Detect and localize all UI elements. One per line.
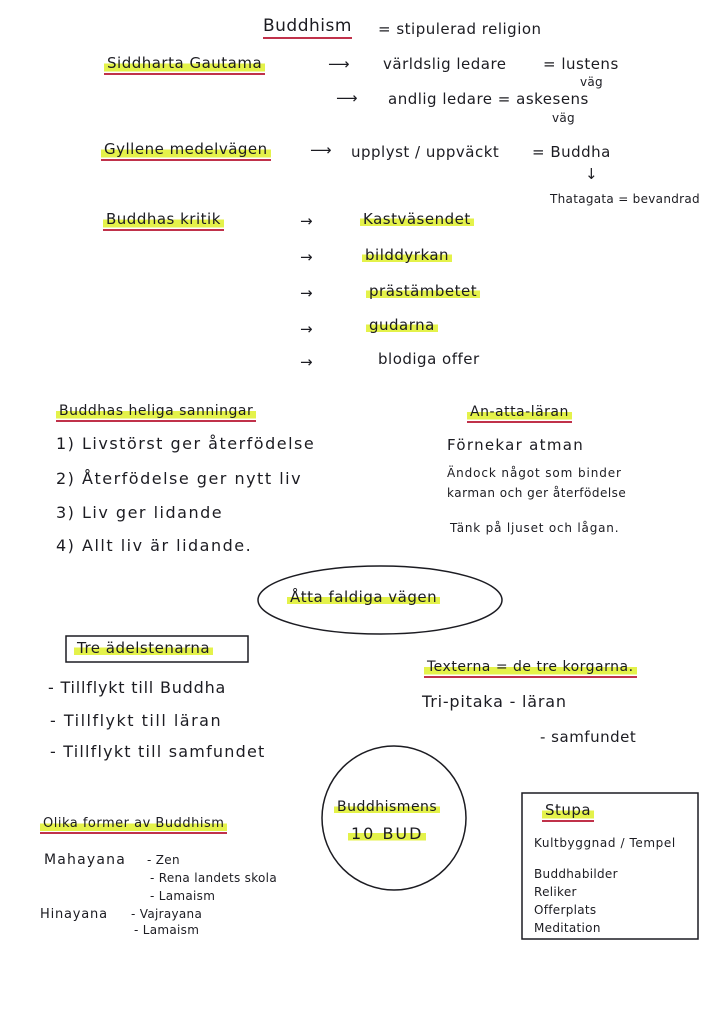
kritik-item: Kastväsendet <box>360 212 474 227</box>
kritik-item: blodiga offer <box>378 350 480 368</box>
kritik-item: prästämbetet <box>366 284 480 299</box>
stupa-title: Stupa <box>542 803 594 822</box>
sanning-item: 3) Liv ger lidande <box>56 503 224 522</box>
arrow-icon: ⟶ <box>310 141 332 159</box>
anatta-line: Tänk på ljuset och lågan. <box>450 521 620 535</box>
gyllene-eq: = Buddha <box>532 143 611 161</box>
siddharta-name: Siddharta Gautama <box>104 56 265 75</box>
stupa-item: Offerplats <box>534 903 597 917</box>
down-arrow-icon: ↓ <box>585 165 599 183</box>
sanning-item: 4) Allt liv är lidande. <box>56 536 253 555</box>
siddharta-line1-cont: väg <box>580 75 603 89</box>
arrow-icon: ⟶ <box>328 55 350 73</box>
adelsten-item: - Tillflykt till läran <box>50 711 223 730</box>
anatta-line: Förnekar atman <box>447 436 585 454</box>
adelsten-item: - Tillflykt till Buddha <box>48 678 227 697</box>
gyllene-result: upplyst / uppväckt <box>351 143 500 161</box>
former-item: - Lamaism <box>134 923 200 937</box>
tathagata: Thatagata = bevandrad <box>550 192 700 206</box>
sanningar-title: Buddhas heliga sanningar <box>56 404 256 422</box>
arrow-icon: ⟶ <box>336 89 358 107</box>
tiobud-line1: Buddhismens <box>334 800 440 814</box>
siddharta-line1: världslig ledare <box>383 55 507 73</box>
sanning-item: 1) Livstörst ger återfödelse <box>56 434 316 453</box>
former-item: - Lamaism <box>150 889 216 903</box>
hinayana-label: Hinayana <box>40 907 108 922</box>
former-item: - Rena landets skola <box>150 871 277 885</box>
arrow-icon: → <box>300 320 313 338</box>
former-item: - Zen <box>147 853 180 867</box>
arrow-icon: → <box>300 248 313 266</box>
anatta-title: An-atta-läran <box>467 405 572 423</box>
anatta-line: karman och ger återfödelse <box>447 486 627 500</box>
mahayana-label: Mahayana <box>44 852 127 868</box>
stupa-item: Meditation <box>534 921 601 935</box>
kritik-item: bilddyrkan <box>362 248 452 263</box>
page-title: Buddhism <box>263 18 352 39</box>
arrow-icon: → <box>300 212 313 230</box>
page-subtitle: = stipulerad religion <box>378 20 542 38</box>
texterna-line: Tri-pitaka - läran <box>422 692 567 711</box>
arrow-icon: → <box>300 353 313 371</box>
former-title: Olika former av Buddhism <box>40 817 227 834</box>
kritik-label: Buddhas kritik <box>103 212 224 231</box>
sanning-item: 2) Återfödelse ger nytt liv <box>56 469 303 488</box>
tiobud-circle <box>322 746 466 890</box>
adelsten-item: - Tillflykt till samfundet <box>50 742 266 761</box>
anatta-line: Ändock något som binder <box>447 466 622 480</box>
stupa-item: Reliker <box>534 885 577 899</box>
texterna-line: - samfundet <box>540 728 637 746</box>
arrow-icon: → <box>300 284 313 302</box>
siddharta-line2: andlig ledare = askesens <box>388 90 589 108</box>
kritik-item: gudarna <box>366 318 438 333</box>
stupa-subtitle: Kultbyggnad / Tempel <box>534 836 676 850</box>
former-item: - Vajrayana <box>131 907 203 921</box>
tiobud-line2: 10 BUD <box>348 826 426 842</box>
atta-label: Åtta faldiga vägen <box>287 590 440 605</box>
stupa-item: Buddhabilder <box>534 867 618 881</box>
texterna-title: Texterna = de tre korgarna. <box>424 660 637 678</box>
gyllene-label: Gyllene medelvägen <box>101 142 271 161</box>
adelstenarna-title: Tre ädelstenarna <box>74 641 213 656</box>
siddharta-line1-eq: = lustens <box>543 55 619 73</box>
siddharta-line2-cont: väg <box>552 111 575 125</box>
